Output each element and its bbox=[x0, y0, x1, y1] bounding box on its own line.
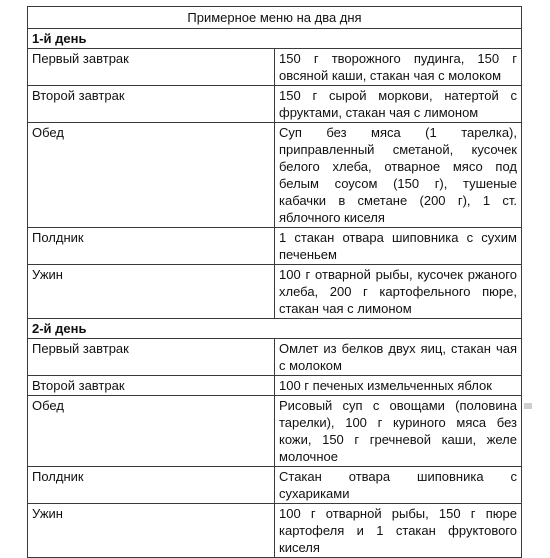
meal-name: Первый завтрак bbox=[28, 339, 275, 376]
table-row bbox=[28, 123, 522, 228]
day-2-header: 2-й день bbox=[28, 319, 522, 339]
meal-name: Обед bbox=[28, 123, 275, 228]
title-row bbox=[28, 7, 522, 29]
table-row bbox=[28, 228, 522, 265]
corner-mark bbox=[524, 403, 532, 409]
meal-name: Ужин bbox=[28, 265, 275, 319]
table-row bbox=[28, 504, 522, 558]
table-row bbox=[28, 49, 522, 86]
table-row bbox=[28, 467, 522, 504]
meal-name: Обед bbox=[28, 396, 275, 467]
meal-name: Полдник bbox=[28, 467, 275, 504]
table-row bbox=[28, 339, 522, 376]
meal-menu: 150 г сырой моркови, натертой с фруктами, стакан чая с лимоном bbox=[275, 86, 522, 123]
table-row bbox=[28, 376, 522, 396]
table-row bbox=[28, 396, 522, 467]
table-title: Примерное меню на два дня bbox=[28, 7, 522, 29]
table-row bbox=[28, 86, 522, 123]
meal-name: Второй завтрак bbox=[28, 86, 275, 123]
meal-menu: Омлет из белков двух яиц, стакан чая с молоком bbox=[275, 339, 522, 376]
meal-name: Полдник bbox=[28, 228, 275, 265]
meal-menu: 100 г отварной рыбы, кусочек ржаного хлеба, 200 г картофельного пюре, стакан чая с лимоном bbox=[275, 265, 522, 319]
day-header-row bbox=[28, 319, 522, 339]
meal-menu: 100 г печеных измельченных яблок bbox=[275, 376, 522, 396]
menu-table bbox=[27, 6, 522, 558]
meal-menu: Рисовый суп с овощами (половина тарелки), 100 г куриного мяса без кожи, 150 г гречневой каши, желе молочное bbox=[275, 396, 522, 467]
meal-name: Первый завтрак bbox=[28, 49, 275, 86]
meal-menu: 1 стакан отвара шиповника с сухим печеньем bbox=[275, 228, 522, 265]
meal-menu: Стакан отвара шиповника с сухариками bbox=[275, 467, 522, 504]
meal-name: Второй завтрак bbox=[28, 376, 275, 396]
meal-menu: Суп без мяса (1 тарелка), приправленный сметаной, кусочек белого хлеба, отварное мясо под белым соусом (150 г), тушеные кабачки в сметане (200 г), 1 ст. яблочного киселя bbox=[275, 123, 522, 228]
day-1-header: 1-й день bbox=[28, 29, 522, 49]
table-row bbox=[28, 265, 522, 319]
meal-menu: 100 г отварной рыбы, 150 г пюре картофеля и 1 стакан фруктового киселя bbox=[275, 504, 522, 558]
day-header-row bbox=[28, 29, 522, 49]
meal-menu: 150 г творожного пудинга, 150 г овсяной каши, стакан чая с молоком bbox=[275, 49, 522, 86]
meal-name: Ужин bbox=[28, 504, 275, 558]
